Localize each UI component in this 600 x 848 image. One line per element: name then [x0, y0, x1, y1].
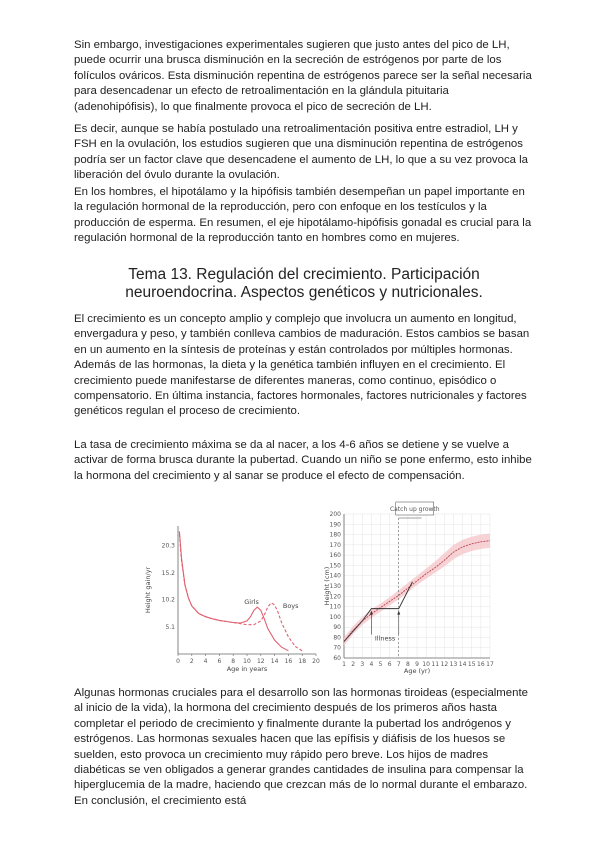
x-tick-label: 0 — [176, 658, 180, 665]
y-tick-label: 160 — [329, 552, 341, 560]
x-tick-label: 16 — [477, 661, 485, 668]
velocity-chart — [140, 518, 320, 678]
y-tick-label: 5.1 — [165, 623, 175, 631]
y-tick-label: 190 — [329, 521, 341, 529]
y-tick-label: 140 — [329, 572, 341, 580]
x-tick-label: 18 — [298, 658, 307, 665]
x-tick-label: 2 — [351, 661, 356, 668]
annotation-illness: Illness — [374, 634, 396, 643]
y-tick-label: 20.3 — [161, 542, 175, 550]
x-tick-label: 16 — [284, 658, 293, 665]
x-tick-label: 2 — [189, 658, 194, 665]
x-axis-label: Age (yr) — [403, 667, 431, 675]
y-tick-label: 120 — [329, 593, 341, 601]
x-tick-label: 3 — [360, 661, 365, 668]
x-tick-label: 20 — [312, 658, 320, 665]
y-tick-label: 100 — [329, 613, 341, 621]
x-tick-label: 12 — [440, 661, 449, 668]
x-tick-label: 10 — [422, 661, 430, 668]
paragraph-estrogen-drop: Es decir, aunque se había postulado una retroalimentación positiva entre estradiol, LH y FSH en la ovulación, los estudios sugieren que una disminución repentina de estrógenos podría ser un factor clave que desencadene el aumento de LH, lo que a su vez provoca la liberación del óvulo durante la ovulación. — [74, 123, 529, 182]
y-axis-label: Height (cm) — [323, 566, 331, 606]
x-tick-label: 1 — [342, 661, 346, 668]
x-tick-label: 6 — [217, 658, 222, 665]
x-tick-label: 8 — [405, 661, 410, 668]
y-tick-label: 170 — [329, 541, 341, 549]
section-heading: Tema 13. Regulación del crecimiento. Participación neuroendocrina. Aspectos genéticos y nutricionales. — [125, 266, 483, 301]
x-tick-label: 5 — [378, 661, 383, 668]
height-chart — [322, 500, 494, 675]
x-tick-label: 13 — [449, 661, 458, 668]
paragraph-growth-intro: El crecimiento es un concepto amplio y complejo que involucra un aumento en longitud, envergadura y peso, y también conlleva cambios de maduración. Estos cambios se basan en un aumento en la síntesis de proteínas y están controlados por múltiples hormonas. Además de las hormonas, la dieta y la genética también influyen en el crecimiento. El crecimiento puede manifestarse de diferentes maneras, como continuo, episódico o compensatorio. En última instancia, factores hormonales, factores nutricionales y factores genéticos regulan el proceso de crecimiento. — [74, 313, 530, 418]
annotation-boys: Boys — [282, 602, 299, 611]
y-tick-label: 180 — [329, 531, 341, 539]
x-tick-label: 4 — [203, 658, 208, 665]
y-tick-label: 110 — [329, 603, 341, 611]
x-tick-label: 4 — [369, 661, 374, 668]
paragraph-growth-hormones: Algunas hormonas cruciales para el desarrollo son las hormonas tiroideas (especialmente al inicio de la vida), la hormona del crecimiento después de los primeros años hasta completar el periodo de crecimiento y finalmente durante la pubertad los andrógenos y estrógenos. Las hormonas sexuales hacen que las epífisis y diáfisis de los huesos se suelden, esto provoca un crecimiento muy rápido pero breve. Los hijos de madres diabéticas se ven obligados a generar grandes cantidades de insulina para compensar la hiperglucemia de la madre, haciendo que crezcan más de lo normal durante el embarazo. En conclusión, el crecimiento está — [74, 687, 528, 807]
y-tick-label: 15.2 — [161, 569, 175, 577]
x-tick-label: 14 — [270, 658, 279, 665]
x-tick-label: 9 — [415, 661, 419, 668]
y-tick-label: 10.2 — [161, 596, 175, 604]
series-line-girls — [179, 531, 288, 651]
y-tick-label: 60 — [333, 655, 341, 662]
annotation-catch-up: Catch up growth — [389, 506, 440, 513]
x-axis-label: Age in years — [226, 665, 268, 673]
series-line-boys — [179, 534, 302, 651]
y-tick-label: 90 — [333, 624, 341, 632]
x-tick-label: 14 — [458, 661, 467, 668]
y-tick-label: 70 — [333, 644, 341, 652]
x-tick-label: 11 — [431, 661, 440, 668]
y-tick-label: 80 — [333, 634, 341, 642]
y-axis-label: Height gain/yr — [144, 566, 152, 614]
x-tick-label: 12 — [256, 658, 265, 665]
paragraph-lh-peak: Sin embargo, investigaciones experimentales sugieren que justo antes del pico de LH, puede ocurrir una brusca disminución en la secreción de estrógenos por parte de los folículos ováricos. Esta disminución repentina de estrógenos parece ser la señal necesaria para desencadenar un efecto de retroalimentación en la glándula pituitaria (adenohipófisis), lo que finalmente provoca el pico de secreción de LH. — [74, 39, 532, 113]
y-tick-label: 150 — [329, 562, 341, 570]
paragraph-male-axis: En los hombres, el hipotálamo y la hipófisis también desempeñan un papel importante en la regulación hormonal de la reproducción, pero con enfoque en los testículos y la producción de esperma. En resumen, el eje hipotálamo-hipófisis gonadal es crucial para la regulación hormonal de la reproducción tanto en hombres como en mujeres. — [74, 186, 532, 245]
x-tick-label: 8 — [231, 658, 236, 665]
x-tick-label: 7 — [396, 661, 401, 668]
paragraph-growth-rate: La tasa de crecimiento máxima se da al nacer, a los 4-6 años se detiene y se vuelve a activar de forma brusca durante la pubertad. Cuando un niño se pone enfermo, esto inhibe la hormona del crecimiento y al sanar se produce el efecto de compensación. — [74, 439, 532, 482]
x-tick-label: 15 — [467, 661, 476, 668]
y-tick-label: 200 — [329, 511, 341, 518]
y-tick-label: 130 — [329, 583, 341, 590]
annotation-girls: Girls — [244, 597, 259, 606]
x-tick-label: 17 — [486, 661, 494, 668]
x-tick-label: 10 — [243, 658, 251, 665]
x-tick-label: 6 — [387, 661, 392, 668]
